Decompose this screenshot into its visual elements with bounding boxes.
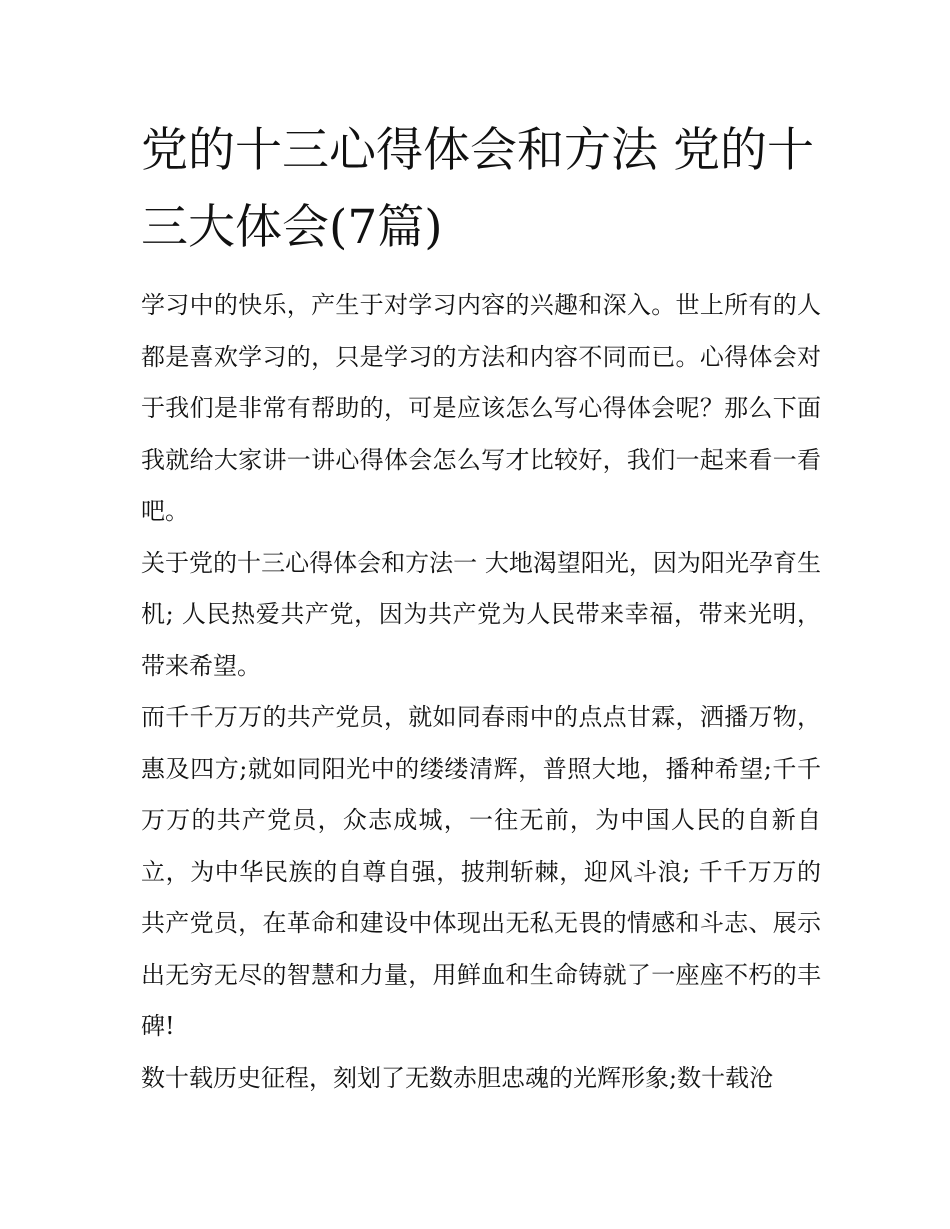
paragraph-party-members: 而千千万万的共产党员，就如同春雨中的点点甘霖，洒播万物，惠及四方;就如同阳光中的缕缕清辉，普照大地，播种希望;千千万万的共产党员，众志成城，一往无前，为中国人民的自新自立，为中华民族的自尊自强，披荆斩棘，迎风斗浪; 千千万万的共产党员，在革命和建设中体现出无私无畏的情感和斗志、展示出无穷无尽的智慧和力量，用鲜血和生命铸就了一座座不朽的丰碑! [141, 703, 821, 1040]
paragraph-intro: 学习中的快乐，产生于对学习内容的兴趣和深入。世上所有的人都是喜欢学习的，只是学习的方法和内容不同而已。心得体会对于我们是非常有帮助的，可是应该怎么写心得体会呢？那么下面我就给大家讲一讲心得体会怎么写才比较好，我们一起来看一看吧。 [141, 291, 821, 525]
paragraph-section-one: 关于党的十三心得体会和方法一 大地渴望阳光，因为阳光孕育生机; 人民热爱共产党，因为共产党为人民带来幸福，带来光明，带来希望。 [141, 548, 821, 680]
document-title: 党的十三心得体会和方法 党的十三大体会(7篇) [141, 123, 814, 255]
paragraph-history: 数十载历史征程，刻划了无数赤胆忠魂的光辉形象;数十载沧 [141, 1063, 774, 1092]
document-body [141, 280, 821, 1104]
document-content [141, 112, 821, 1104]
